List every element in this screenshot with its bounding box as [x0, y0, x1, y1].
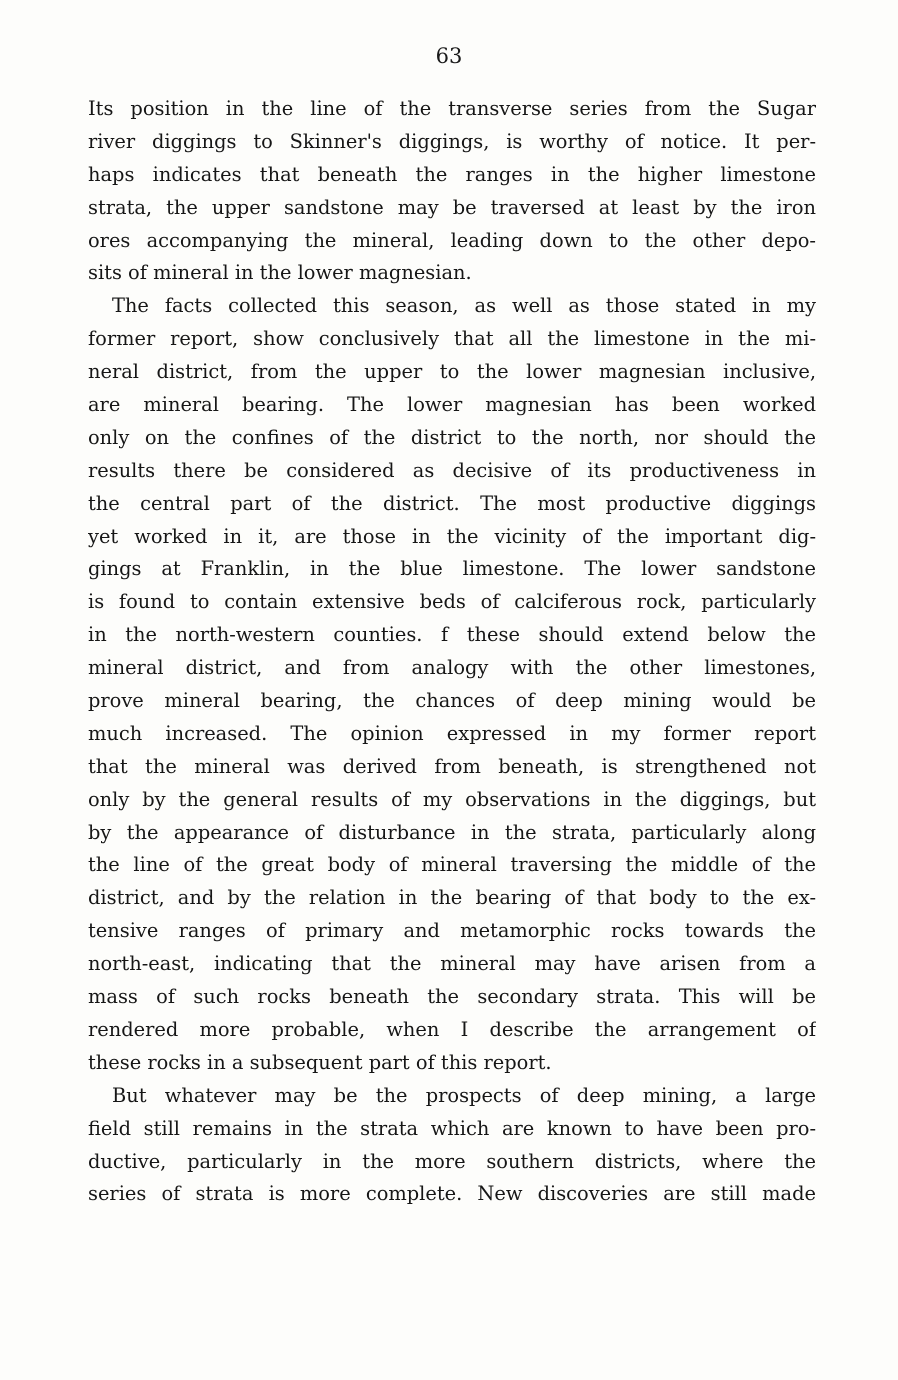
text-line: in the north-western counties. f these should extend below the	[88, 623, 816, 647]
text-line: gings at Franklin, in the blue limestone. The lower sandstone	[88, 557, 816, 581]
text-line: strata, the upper sandstone may be traversed at least by the iron	[88, 195, 816, 219]
text-line: former report, show conclusively that all the limestone in the mi-	[88, 327, 816, 351]
text-line: tensive ranges of primary and metamorphic rocks towards the	[88, 919, 816, 943]
text-line: mineral district, and from analogy with the other limestones,	[88, 656, 816, 680]
text-line: the central part of the district. The most productive diggings	[88, 491, 816, 515]
text-line: prove mineral bearing, the chances of deep mining would be	[88, 689, 816, 713]
text-line: is found to contain extensive beds of calciferous rock, particularly	[88, 590, 816, 614]
text-line: field still remains in the strata which are known to have been pro-	[88, 1116, 816, 1140]
text-line: only on the confines of the district to the north, nor should the	[88, 425, 816, 449]
text-line: district, and by the relation in the bearing of that body to the ex-	[88, 886, 816, 910]
text-line: river diggings to Skinner's diggings, is worthy of notice. It per-	[88, 129, 816, 153]
text-line: mass of such rocks beneath the secondary strata. This will be	[88, 985, 816, 1009]
text-line: haps indicates that beneath the ranges in the higher limestone	[88, 162, 816, 186]
text-line: north-east, indicating that the mineral may have arisen from a	[88, 952, 816, 976]
text-line: ductive, particularly in the more southern districts, where the	[88, 1149, 816, 1173]
text-line: results there be considered as decisive of its productiveness in	[88, 458, 816, 482]
page-number: 63	[435, 44, 463, 68]
body-text	[88, 93, 816, 1211]
text-line: neral district, from the upper to the lower magnesian inclusive,	[88, 360, 816, 384]
text-line: ores accompanying the mineral, leading down to the other depo-	[88, 228, 816, 252]
text-line: rendered more probable, when I describe the arrangement of	[88, 1017, 816, 1041]
text-line: by the appearance of disturbance in the strata, particularly along	[88, 820, 816, 844]
text-line: sits of mineral in the lower magnesian.	[88, 261, 472, 285]
text-line: series of strata is more complete. New discoveries are still made	[88, 1182, 816, 1206]
text-line: only by the general results of my observations in the diggings, but	[88, 787, 816, 811]
text-line: Its position in the line of the transverse series from the Sugar	[88, 97, 816, 120]
text-line: yet worked in it, are those in the vicinity of the important dig-	[88, 524, 816, 548]
text-line: much increased. The opinion expressed in my former report	[88, 721, 816, 745]
text-line: But whatever may be the prospects of deep mining, a large	[112, 1083, 816, 1107]
text-line: that the mineral was derived from beneath, is strengthened not	[88, 754, 816, 778]
text-line: are mineral bearing. The lower magnesian has been worked	[88, 393, 816, 417]
text-line: the line of the great body of mineral traversing the middle of the	[88, 853, 816, 877]
text-line: these rocks in a subsequent part of this report.	[88, 1050, 552, 1074]
text-line: The facts collected this season, as well as those stated in my	[112, 294, 816, 318]
